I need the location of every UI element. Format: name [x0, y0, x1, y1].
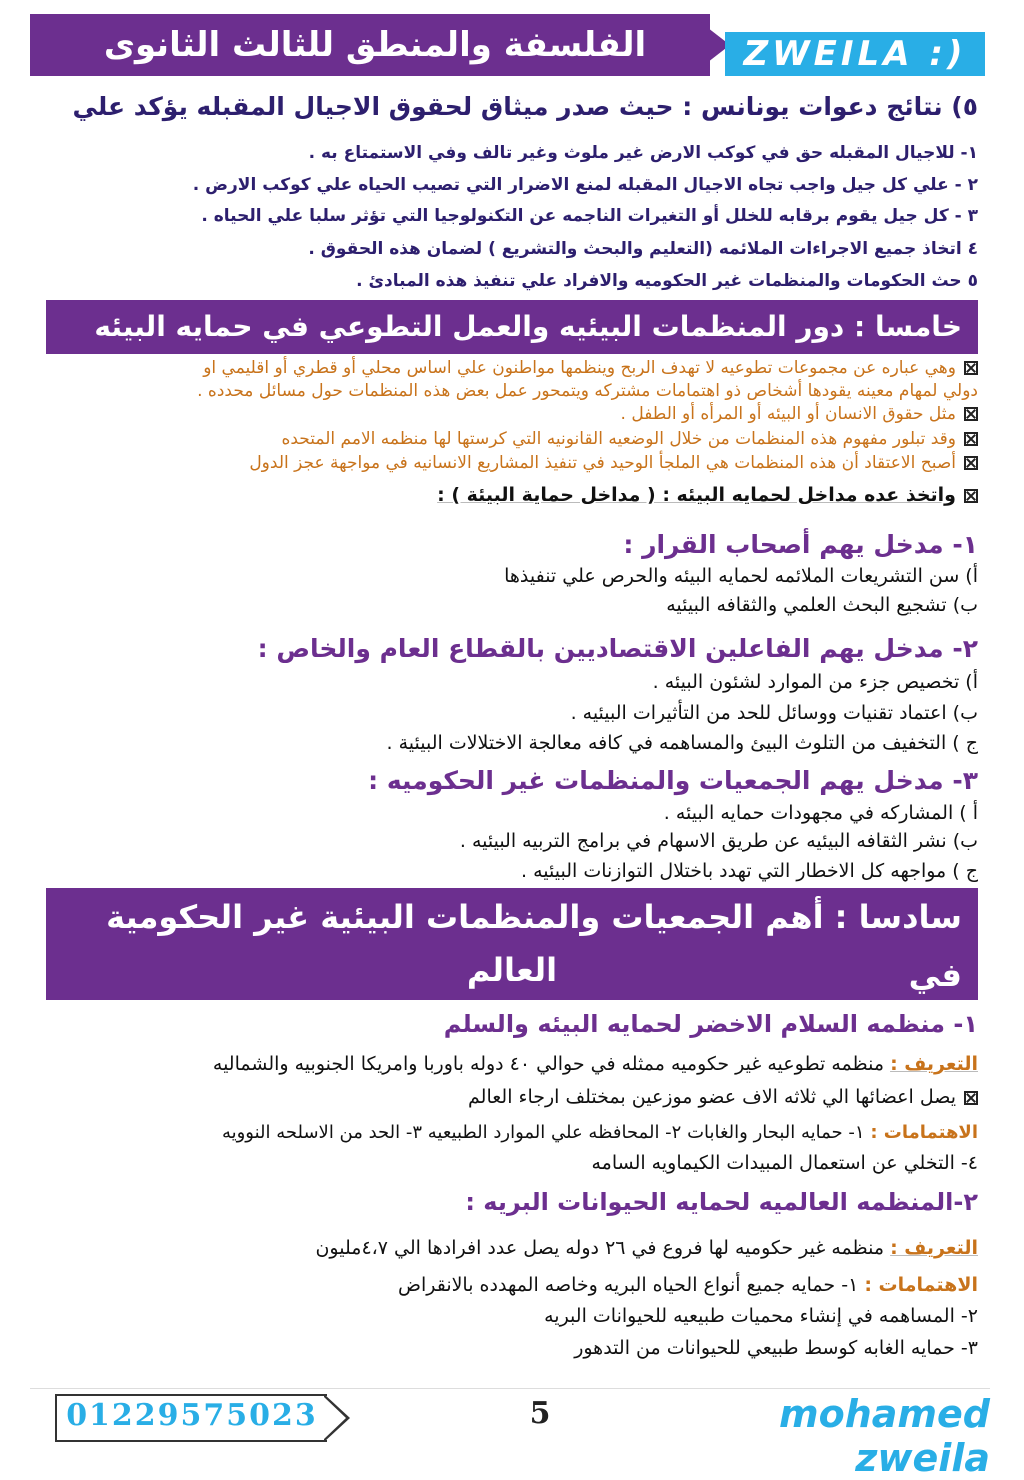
checkbox-icon	[964, 489, 978, 503]
checkbox-icon	[964, 1091, 978, 1105]
section5-bullet-text: مثل حقوق الانسان أو البيئه أو المرأه أو الطفل .	[620, 404, 956, 424]
org2-concern-3: ٣- حمايه الغابه كوسط طبيعي للحيوانات من التدهور	[574, 1337, 978, 1359]
brand-logo: ZWEILA :)	[743, 34, 967, 74]
approach1-item-a: أ) سن التشريعات الملائمه لحمايه البيئه والحرص علي تنفيذها	[504, 565, 978, 587]
checkbox-icon	[964, 361, 978, 375]
approach3-heading: ٣- مدخل يهم الجمعيات والمنظمات غير الحكوميه :	[368, 766, 978, 795]
footer-divider	[30, 1388, 990, 1389]
section5-bullet-text: أصبح الاعتقاد أن هذه المنظمات هي الملجأ الوحيد في تنفيذ المشاريع الانسانيه في مواجهة عجز الدول	[249, 453, 956, 473]
org2-concern-2: ٢- المساهمه في إنشاء محميات طبيعيه للحيوانات البريه	[544, 1305, 978, 1327]
approach2-item-b: ب) اعتماد تقنيات ووسائل للحد من التأثيرات البيئيه .	[570, 702, 978, 724]
checkbox-icon	[964, 432, 978, 446]
approach1-heading: ١- مدخل يهم أصحاب القرار :	[623, 530, 978, 559]
section5-bullet-3	[281, 429, 978, 449]
section5-bullet-2	[621, 404, 978, 424]
phone-number: 01229575023	[66, 1398, 318, 1433]
checkbox-icon	[964, 456, 978, 470]
definition-text: منظمه تطوعيه غير حكوميه ممثله في حوالي ٤٠ دوله باوربا وامريكا الجنوبيه والشماليه	[212, 1053, 885, 1075]
header-arrow	[690, 14, 730, 76]
approach2-heading: ٢- مدخل يهم الفاعلين الاقتصاديين بالقطاع العام والخاص :	[257, 634, 978, 663]
org2-heading: ٢-المنظمه العالميه لحمايه الحيوانات البريه :	[465, 1188, 978, 1216]
org2-definition	[315, 1237, 978, 1259]
definition-label: التعريف :	[890, 1053, 978, 1075]
concerns-label: الاهتمامات :	[864, 1274, 978, 1296]
page-title: الفلسفة والمنطق للثالث الثانوى	[103, 25, 647, 65]
author-name: mohamed zweila	[779, 1392, 990, 1480]
definition-label: التعريف :	[890, 1237, 978, 1259]
concerns-text: ١- حمايه البحار والغابات ٢- المحافظه علي الموارد الطبيعيه ٣- الحد من الاسلحه النوويه	[221, 1122, 865, 1143]
org1-definition	[213, 1053, 978, 1075]
section5-bullet-text: وقد تبلور مفهوم هذه المنظمات من خلال الوضعيه القانونيه التي كرستها لها منظمه الامم المتحده	[281, 429, 956, 449]
org1-concerns	[222, 1122, 978, 1143]
approach3-item-b: ب) نشر الثقافه البيئيه عن طريق الاسهام في برامج التربيه البيئيه .	[459, 830, 978, 852]
point5-item-3: ٣ - كل جيل يقوم برقابه للخلل أو التغيرات الناجمه عن التكنولوجيا التي تؤثر سلبا علي الحياه .	[201, 206, 978, 226]
section6-title	[46, 888, 978, 1000]
approach2-item-c: ج ) التخفيف من التلوث البيئ والمساهمه في كافه معالجة الاختلالات البيئية .	[386, 732, 978, 754]
approach1-item-b: ب) تشجيع البحث العلمي والثقافه البيئيه	[666, 594, 978, 616]
section5-bullet-text: وهي عباره عن مجموعات تطوعيه لا تهدف الربح وينظمها مواطنون علي اساس محلي أو قطري أو اقليمي او	[203, 358, 956, 378]
checkbox-icon	[964, 407, 978, 421]
concerns-label: الاهتمامات :	[870, 1122, 978, 1143]
point5-item-1: ١- للاجيال المقبله حق في كوكب الارض غير ملوث وغير تالف وفي الاستمتاع به .	[308, 143, 978, 163]
org1-concern-4: ٤- التخلي عن استعمال المبيدات الكيماويه السامه	[591, 1152, 978, 1174]
entries-intro-text: واتخذ عده مداخل لحمايه البيئه : ( مداخل حماية البيئة ) :	[437, 484, 956, 506]
concerns-text: ١- حمايه جميع أنواع الحياه البريه وخاصه المهدده بالانقراض	[397, 1274, 859, 1296]
page-number: 5	[529, 1396, 551, 1431]
org1-bullet	[468, 1086, 978, 1108]
point5-item-5: ٥ حث الحكومات والمنظمات غير الحكوميه والافراد علي تنفيذ هذه المبادئ .	[356, 271, 978, 291]
bullet-text: يصل اعضائها الي ثلاثه الاف عضو موزعين بمختلف ارجاء العالم	[468, 1086, 956, 1108]
section5-bullet-1	[203, 358, 978, 378]
section6-title-line2: العالم	[466, 951, 558, 989]
section5-title: خامسا : دور المنظمات البيئيه والعمل التطوعي في حمايه البيئه	[46, 300, 978, 354]
point5-item-2: ٢ - علي كل جيل واجب تجاه الاجيال المقبله لمنع الاضرار التي تصيب الحياه علي كوكب الارض .	[192, 175, 978, 195]
approach3-item-a: أ ) المشاركه في مجهودات حمايه البيئه .	[663, 802, 978, 824]
org2-concerns	[398, 1274, 978, 1296]
section5-bullet-4	[249, 453, 978, 473]
point5-heading: ٥) نتائج دعوات يونانس : حيث صدر ميثاق لحقوق الاجيال المقبله يؤكد علي	[72, 92, 978, 121]
section6-title-line1: سادسا : أهم الجمعيات والمنظمات البيئية غير الحكومية في	[106, 898, 962, 994]
org1-heading: ١- منظمه السلام الاخضر لحمايه البيئه والسلم	[443, 1010, 978, 1038]
entries-intro	[437, 484, 978, 506]
approach3-item-c: ج ) مواجهه كل الاخطار التي تهدد باختلال التوازنات البيئيه .	[521, 860, 978, 882]
point5-item-4: ٤ اتخاذ جميع الاجراءات الملائمه (التعليم والبحث والتشريع ) لضمان هذه الحقوق .	[308, 239, 978, 259]
approach2-item-a: أ) تخصيص جزء من الموارد لشئون البيئه .	[652, 671, 978, 693]
phone-arrow-inner	[324, 1397, 346, 1439]
definition-text: منظمه غير حكوميه لها فروع في ٢٦ دوله يصل عدد افرادها الي ٤،٧مليون	[315, 1237, 885, 1259]
section5-bullet-1-cont: دولي لمهام معينه يقودها أشخاص ذو اهتمامات مشتركه ويتمحور عمل بعض هذه المنظمات حول مسائل محدده .	[197, 381, 978, 401]
